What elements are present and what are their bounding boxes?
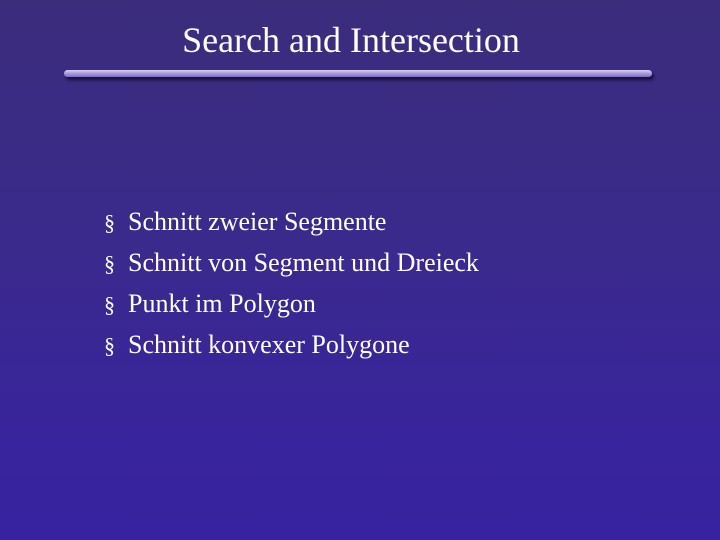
bullet-marker-icon: § xyxy=(104,333,115,358)
bullet-item xyxy=(104,284,479,325)
bullet-item xyxy=(104,325,479,366)
bullet-marker-icon: § xyxy=(104,292,115,317)
bullet-text: Punkt im Polygon xyxy=(128,289,316,318)
slide-title: Search and Intersection xyxy=(182,20,520,60)
bullet-item xyxy=(104,202,479,243)
bullet-list xyxy=(104,202,479,366)
title-underline-rule xyxy=(64,70,652,77)
bullet-text: Schnitt zweier Segmente xyxy=(128,207,387,236)
bullet-marker-icon: § xyxy=(104,251,115,276)
bullet-text: Schnitt konvexer Polygone xyxy=(128,330,410,359)
bullet-text: Schnitt von Segment und Dreieck xyxy=(128,248,479,277)
bullet-item xyxy=(104,243,479,284)
bullet-marker-icon: § xyxy=(104,210,115,235)
